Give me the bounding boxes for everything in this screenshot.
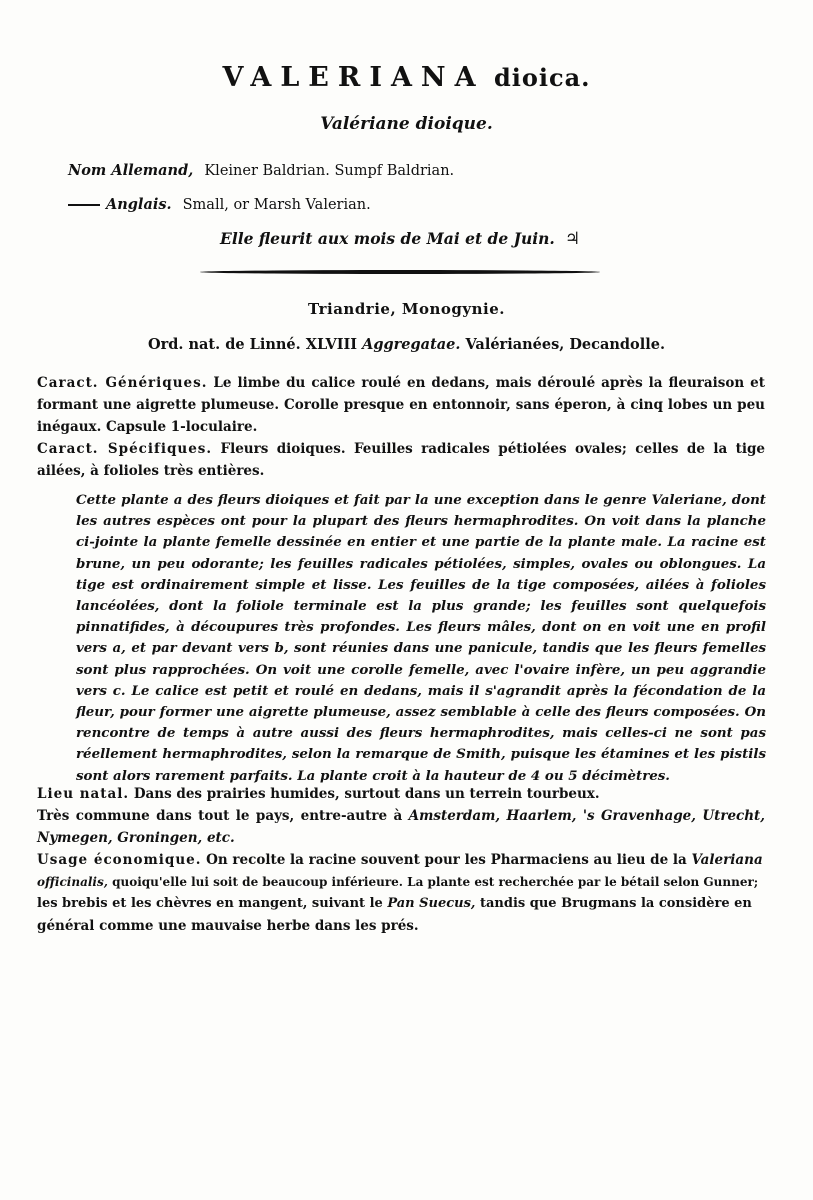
usage-text-2b: quoiqu'elle lui soit de beaucoup inférieure. La plante est recherchée par le bétail selon Gunner; [112,875,759,889]
economic-usage [37,849,765,937]
usage-line-4 [37,915,765,937]
usage-line-1 [37,849,765,871]
distribution-places: Amsterdam, Haarlem, 's Gravenhage, Utrecht, Nymegen, Groningen, etc. [37,808,765,846]
order-suffix: Valérianées, Decandolle. [465,336,666,353]
habitat-label: Lieu natal. [37,786,130,802]
flowering-text: Elle fleurit aux mois de Mai et de Juin. [220,229,555,248]
order-prefix: Ord. nat. de Linné. XLVIII [147,336,358,353]
german-name-row [68,162,454,179]
order-group: Aggregatae. [362,336,461,353]
habitat-text: Dans des prairies humides, surtout dans un terrein tourbeux. [133,786,600,802]
habitat [37,783,765,805]
english-label: Anglais. [106,196,172,213]
usage-line-2 [37,871,765,893]
german-label: Nom Allemand, [68,162,194,179]
usage-text-3a: les brebis et les chèvres en mangent, suivant le [37,896,383,911]
species-name: dioica. [493,63,591,92]
perennial-symbol: ♃ [564,229,581,249]
usage-text-2a: officinalis, [37,875,108,889]
usage-text-3b: Pan Suecus, [387,896,476,911]
divider-rule [200,270,600,274]
french-name: Valériane dioique. [320,114,493,134]
page-title [0,62,813,93]
generic-label: Caract. Génériques. [37,375,208,391]
german-value: Kleiner Baldrian. Sumpf Baldrian. [204,163,455,179]
usage-line-3 [37,893,765,915]
usage-text-1b: Valeriana [691,852,763,868]
linnaean-class: Triandrie, Monogynie. [308,300,505,318]
distribution [37,805,765,849]
english-value: Small, or Marsh Valerian. [182,197,371,213]
generic-characters [37,372,765,438]
genus-name: VALERIANA [222,62,485,93]
english-name-row [68,196,371,213]
species-description: Cette plante a des fleurs dioiques et fait par la une exception dans le genre Valeriane, dont les autres espèces ont pour la plupart des fleurs hermaphrodites. On voit dans la planche ci-jointe la plante femelle dessinée en entier et une partie de la plante male. La racine est brune, un peu odorante; les feuilles radicales pétiolées, simples, ovales ou oblongues. La tige est ordinairement simple et lisse. Les feuilles de la tige composées, ailées à folioles lancéolées, dont la foliole terminale est la plus grande; les feuilles sont quelquefois pinnatifides, à découpures très profondes. Les fleurs mâles, dont on en voit une en profil vers a, et par devant vers b, sont réunies dans une panicule, tandis que les fleurs femelles sont plus rapprochées. On voit une corolle femelle, avec l'ovaire infère, un peu aggrandie vers c. Le calice est petit et roulé en dedans, mais il s'agrandit après la fécondation de la fleur, pour former une aigrette plumeuse, assez semblable à celle des fleurs composées. On rencontre de temps à autre aussi des fleurs hermaphrodites, mais celles-ci ne sont pas réellement hermaphrodites, selon la remarque de Smith, puisque les étamines et les pistils sont alors rarement parfaits. La plante croit à la hauteur de 4 ou 5 décimètres. [76,492,766,784]
specific-text: Fleurs dioiques. Feuilles radicales pétiolées ovales; celles de la tige ailées, à folioles très entières. [37,441,765,479]
usage-label: Usage économique. [37,852,202,868]
ditto-dash [68,204,100,206]
specific-characters [37,438,765,482]
specific-label: Caract. Spécifiques. [37,441,213,457]
distribution-text: Très commune dans tout le pays, entre-autre à [37,808,403,824]
usage-text-3c: tandis que Brugmans la considère en [480,896,752,911]
usage-text-1a: On recolte la racine souvent pour les Pharmaciens au lieu de la [206,852,687,868]
flowering-period [220,229,580,249]
generic-text: Le limbe du calice roulé en dedans, mais déroulé après la fleuraison et formant une aigrette plumeuse. Corolle presque en entonnoir, sans éperon, à cinq lobes un peu inégaux. Capsule 1-loculaire. [37,375,765,435]
usage-text-4: général comme une mauvaise herbe dans les prés. [37,918,419,934]
natural-order [0,336,813,353]
